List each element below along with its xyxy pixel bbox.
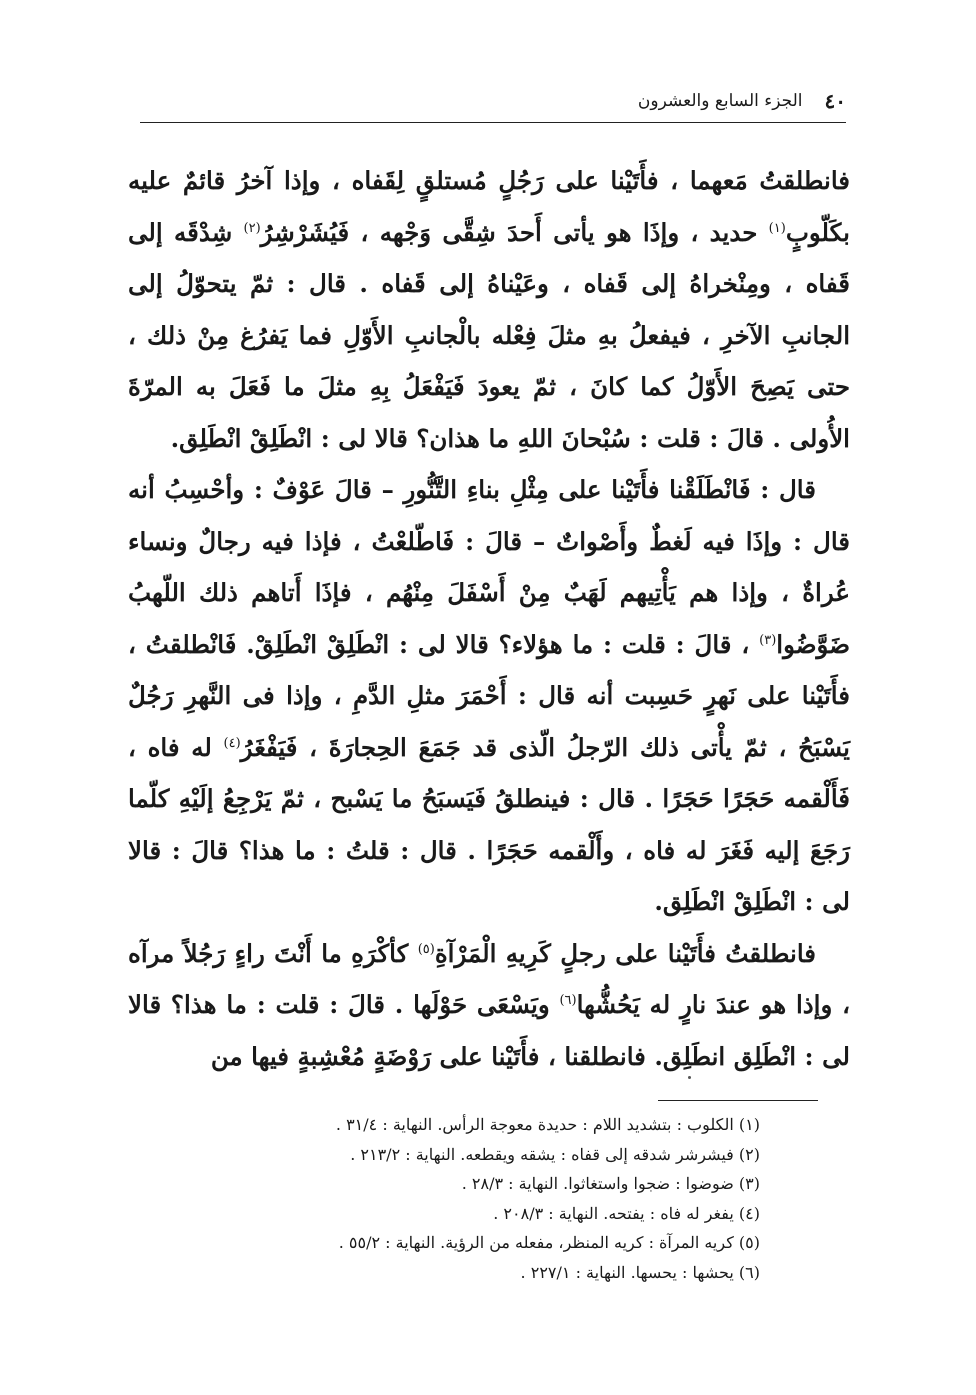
footnotes bbox=[200, 1110, 760, 1287]
print-speck bbox=[688, 1076, 691, 1079]
footnote-5: (٥) كريه المرآة : كريه المنظر، مفعله من الرؤية. النهاية : ٥٥/٢ . bbox=[338, 1233, 760, 1252]
footnote-divider bbox=[658, 1100, 818, 1101]
footnote-1: (١) الكلوب : بتشديد اللام : حديدة معوجة الرأس. النهاية : ٣١/٤ . bbox=[335, 1115, 760, 1134]
paragraph-text: حديد ، وإذَا هو يأتى أَحدَ شِقَّى وَجْهه ، فَيُشَرْشِرُ bbox=[260, 217, 769, 247]
header-divider bbox=[140, 122, 846, 123]
paragraph-1 bbox=[128, 155, 850, 464]
footnote-4: (٤) يفغر له فاه : يفتحه. النهاية : ٢٠٨/٣ . bbox=[493, 1203, 760, 1223]
paragraph-text: ويَسْعَى حَوْلَها . قالَ : قلت : ما هذا؟ قالا لى : انْطَلِق انطَلِق. فانطلقنا ، فأَتَيْنا على رَوْضَةٍ مُعْشِبةٍ فيها من bbox=[128, 990, 850, 1071]
paragraph-text: ، قالَ : قلت : ما هؤلاء؟ قالا لى : انْطَلِقْ انْطَلِقْ. فَانْطلقتُ ، فأَتَيْنا على نَهرٍ حَسِبت أنه قال : أَحْمَرَ مثلِ الدَّمِ ، وإذا فى النَّهرِ رَجُلٌ يَسْبَحُ ، ثمّ يأْتى ذلك الرّجلُ الّذى قد جَمَعَ الحِجارَةَ ، فَيَفْغَرُ bbox=[128, 629, 850, 762]
footnote-2: (٢) فيشرشر شدقه إلى قفاه : يشقه ويقطعه. النهاية : ٢١٣/٢ . bbox=[350, 1144, 760, 1164]
footnote-marker: (١) bbox=[768, 220, 786, 236]
paragraph-text: له فاه ، فَأَلْقمه حَجَرًا حَجَرًا . قال : فينطلقُ فَيَسبَحُ ما يَسْبح ، ثمّ يَرْجِعُ إلَيْهِ كلّما رَجَعَ إليه فَغَرَ له فاه ، وأَلْقمه حَجَرًا . قال : قلتُ : ما هذا؟ قالَ : قالا لى : انْطَلِقْ انْطَلِق. bbox=[128, 732, 850, 916]
paragraph-3 bbox=[128, 928, 850, 1083]
paragraph-text: فانطلقتُ فأَتَيْنا على رجلٍ كَرِيهِ الْمَرْآةِ bbox=[434, 938, 816, 968]
paragraph-text: قال : فَانْطَلَقْنا فأَتَيْنا على مِثْلِ بناءِ التَّنُّورِ – قالَ عَوْفٌ : وأحْسِبُ أنه قال : وإذَا فيه لَغطٌ وأَصْواتٌ – قالَ : فَاطّلعْتُ ، فإذا فيه رجالٌ ونساء عُراةٌ ، وإذا هم يَأْتِيهم لَهَبٌ مِنْ أَسْفَلَ مِنْهُم ، فإذَا أَتاهم ذلك اللّهبُ ضَوَّضُوا bbox=[128, 475, 850, 659]
footnote-marker: (٥) bbox=[417, 941, 435, 957]
main-text bbox=[128, 155, 850, 1082]
paragraph-2 bbox=[128, 464, 850, 928]
paragraph-text: كأكْرَهِ ما أَنْتَ راءٍ رَجُلاً مرآه ، وإذا هو عندَ نارٍ له يَحُشُّها bbox=[128, 938, 850, 1019]
footnote-marker: (٣) bbox=[759, 632, 777, 648]
page-header bbox=[140, 84, 846, 118]
running-title: الجزء السابع والعشرون bbox=[637, 91, 803, 111]
footnote-marker: (٦) bbox=[559, 992, 577, 1008]
page-number: ٤٠ bbox=[824, 89, 846, 113]
footnote-6: (٦) يحشها : يحسها. النهاية : ٢٢٧/١ . bbox=[520, 1262, 760, 1282]
footnote-marker: (٢) bbox=[243, 220, 261, 236]
footnote-marker: (٤) bbox=[223, 735, 241, 751]
paragraph-text: فانطلقتُ مَعهما ، فأَتَيْنا على رَجُلٍ مُستلقٍ لِقَفاه ، وإذا آخرُ قائمٌ عليه بكَلّوبٍ bbox=[128, 166, 850, 247]
paragraph-text: شِدْقَه إلى قَفاه ، ومِنْخراهُ إلى قَفاه ، وعَيْناهُ إلى قَفاه . قال : ثمّ يتحوّلُ إلى الجانبِ الآخرِ ، فيفعلُ بهِ مثلَ فِعْله بالْجانبِ الأَوّلِ فما يَفرُغ مِنْ ذلك ، حتى يَصِحَ الأَوّلُ كما كانَ ، ثمّ يعودَ فَيَفْعَلُ بِهِ مثلَ ما فَعَلَ به المرّةَ الأُولى . قالَ : قلت : سُبْحانَ اللهِ ما هذان؟ قالا لى : انْطَلِقْ انْطَلِق. bbox=[128, 217, 850, 453]
footnote-3: (٣) ضوضوا : ضجوا واستغاثوا. النهاية : ٢٨/٣ . bbox=[461, 1174, 760, 1193]
